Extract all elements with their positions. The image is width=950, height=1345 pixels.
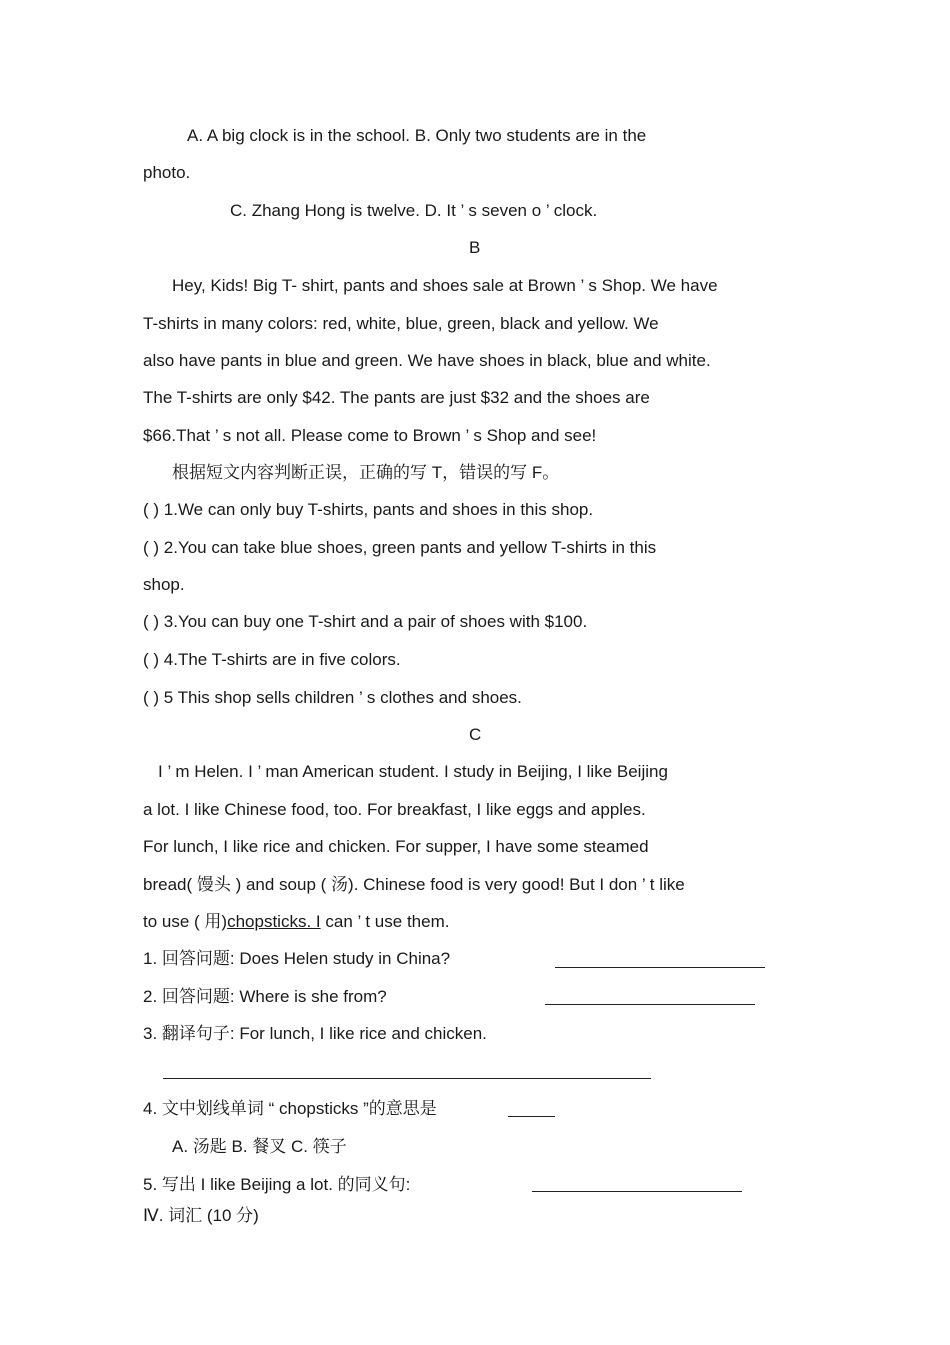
- true-false-question: ( ) 1.We can only buy T-shirts, pants and shoes in this shop.: [143, 500, 594, 519]
- passage-b-line: T-shirts in many colors: red, white, blue, green, black and yellow. We: [143, 314, 659, 333]
- true-false-question: ( ) 5 This shop sells children ’ s clothes and shoes.: [143, 688, 522, 707]
- question-1: 1. 回答问题: Does Helen study in China?: [143, 949, 451, 968]
- passage-b-line: also have pants in blue and green. We have shoes in black, blue and white.: [143, 351, 711, 370]
- passage-c-line: I ’ m Helen. I ’ man American student. I study in Beijing, I like Beijing: [158, 762, 668, 781]
- question-2: 2. 回答问题: Where is she from?: [143, 987, 387, 1006]
- question-4-options: A. 汤匙 B. 餐叉 C. 筷子: [172, 1137, 347, 1156]
- option-line-ab-cont: photo.: [143, 163, 191, 182]
- true-false-question: ( ) 3.You can buy one T-shirt and a pair of shoes with $100.: [143, 612, 588, 631]
- section-c-heading: C: [469, 725, 482, 744]
- passage-c-text: to use ( 用): [143, 912, 228, 931]
- question-4: 4. 文中划线单词 “ chopsticks ”的意思是: [143, 1099, 437, 1118]
- passage-c-line: bread( 馒头 ) and soup ( 汤). Chinese food is very good! But I don ’ t like: [143, 875, 685, 894]
- passage-b-line: Hey, Kids! Big T- shirt, pants and shoes sale at Brown ’ s Shop. We have: [172, 276, 718, 295]
- passage-b-line: $66.That ’ s not all. Please come to Brown ’ s Shop and see!: [143, 426, 597, 445]
- answer-blank-3[interactable]: [163, 1078, 651, 1079]
- passage-c-last-line: [143, 912, 449, 932]
- answer-blank-2[interactable]: [545, 1004, 755, 1005]
- true-false-question: ( ) 2.You can take blue shoes, green pants and yellow T-shirts in this: [143, 538, 657, 557]
- option-line-ab: A. A big clock is in the school. B. Only two students are in the: [187, 126, 647, 145]
- passage-b-line: The T-shirts are only $42. The pants are just $32 and the shoes are: [143, 388, 650, 407]
- answer-blank-5[interactable]: [532, 1191, 742, 1192]
- true-false-question: ( ) 4.The T-shirts are in five colors.: [143, 650, 401, 669]
- section-b-heading: B: [469, 238, 481, 257]
- question-3: 3. 翻译句子: For lunch, I like rice and chicken.: [143, 1024, 487, 1043]
- passage-c-line: a lot. I like Chinese food, too. For breakfast, I like eggs and apples.: [143, 800, 646, 819]
- answer-blank-4[interactable]: [508, 1116, 555, 1117]
- instruction-text: 根据短文内容判断正误，正确的写 T，错误的写 F。: [172, 463, 560, 482]
- question-5: 5. 写出 I like Beijing a lot. 的同义句:: [143, 1175, 411, 1194]
- passage-c-line: For lunch, I like rice and chicken. For supper, I have some steamed: [143, 837, 649, 856]
- underlined-word: chopsticks. I: [227, 912, 321, 931]
- true-false-question-cont: shop.: [143, 575, 185, 594]
- passage-c-text: can ’ t use them.: [320, 912, 450, 931]
- answer-blank-1[interactable]: [555, 967, 765, 968]
- section-iv-heading: Ⅳ. 词汇 (10 分): [143, 1206, 259, 1225]
- option-line-cd: C. Zhang Hong is twelve. D. It ’ s seven o ’ clock.: [230, 201, 598, 220]
